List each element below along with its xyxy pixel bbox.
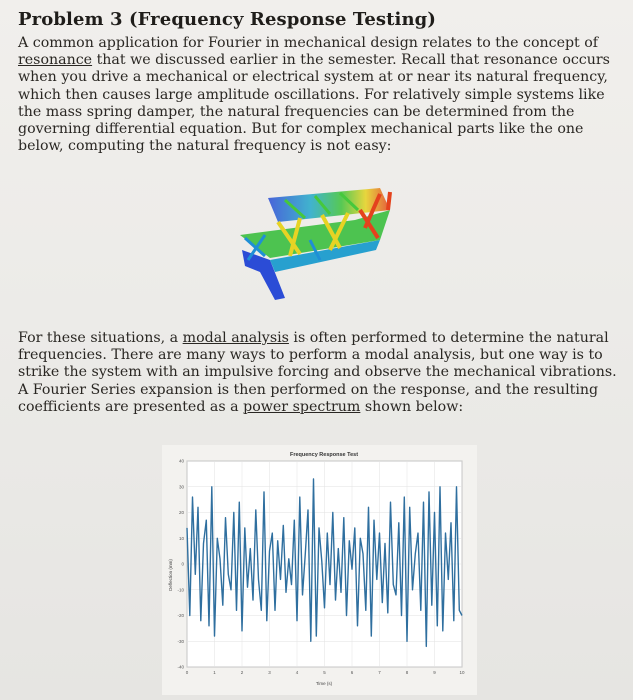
- intro-paragraph: [18, 35, 624, 155]
- x-tick-label: 9: [433, 670, 436, 675]
- x-tick-label: 4: [295, 670, 299, 675]
- modal-text-1: For these situations, a: [18, 330, 183, 346]
- modal-text-3: shown below:: [360, 398, 464, 415]
- modal-analysis-term: modal analysis: [182, 330, 289, 346]
- x-axis-label: Time (s): [315, 681, 333, 686]
- modal-analysis-paragraph: [18, 330, 624, 416]
- chart-title: Frequency Response Test: [289, 452, 359, 458]
- y-tick-label: -20: [177, 613, 184, 618]
- x-tick-label: 0: [185, 670, 189, 675]
- y-tick-label: -40: [177, 664, 184, 670]
- intro-text-2: that we discussed earlier in the semester. Recall that resonance occurs when you drive a mechanical or electrical system at or near its natural frequency, which then causes large amplitude oscillations. For relatively simple systems like the mass spring damper, the natural frequencies can be determined from the governing differential equation. But for complex mechanical parts like the one below, computing the natural frequency is not easy:: [18, 52, 610, 155]
- response-chart: [162, 445, 477, 695]
- intro-text-1: A common application for Fourier in mechanical design relates to the concept of: [18, 35, 599, 51]
- y-axis-label: Deflection (mm): [168, 559, 173, 591]
- resonance-term: resonance: [18, 52, 93, 69]
- y-tick-label: -30: [177, 638, 184, 644]
- x-tick-label: 5: [323, 670, 326, 675]
- x-tick-label: 1: [213, 670, 216, 675]
- y-tick-label: 10: [178, 535, 184, 541]
- y-tick-label: 30: [178, 484, 184, 490]
- x-tick-label: 8: [405, 670, 409, 675]
- y-tick-label: 40: [178, 458, 184, 464]
- x-tick-label: 2: [240, 670, 244, 675]
- x-tick-label: 10: [459, 670, 465, 675]
- y-tick-label: -10: [177, 587, 184, 593]
- truss-part-image: [230, 180, 400, 305]
- x-tick-label: 7: [378, 670, 381, 675]
- x-tick-label: 3: [268, 670, 271, 675]
- modal-text-2: is often performed to determine the natural frequencies. There are many ways to perform a modal analysis, but one way is to strike the system with an impulsive forcing and observe the mechanical vibrations. A Fourier Series expansion is then performed on the response, and the resulting coefficients are presented as a: [18, 330, 617, 415]
- y-tick-label: 0: [181, 561, 184, 567]
- chart-svg: [162, 445, 477, 695]
- power-spectrum-term: power spectrum: [243, 398, 361, 415]
- problem-title: Problem 3 (Frequency Response Testing): [18, 9, 436, 30]
- y-tick-label: 20: [178, 510, 184, 515]
- x-tick-label: 6: [350, 670, 354, 675]
